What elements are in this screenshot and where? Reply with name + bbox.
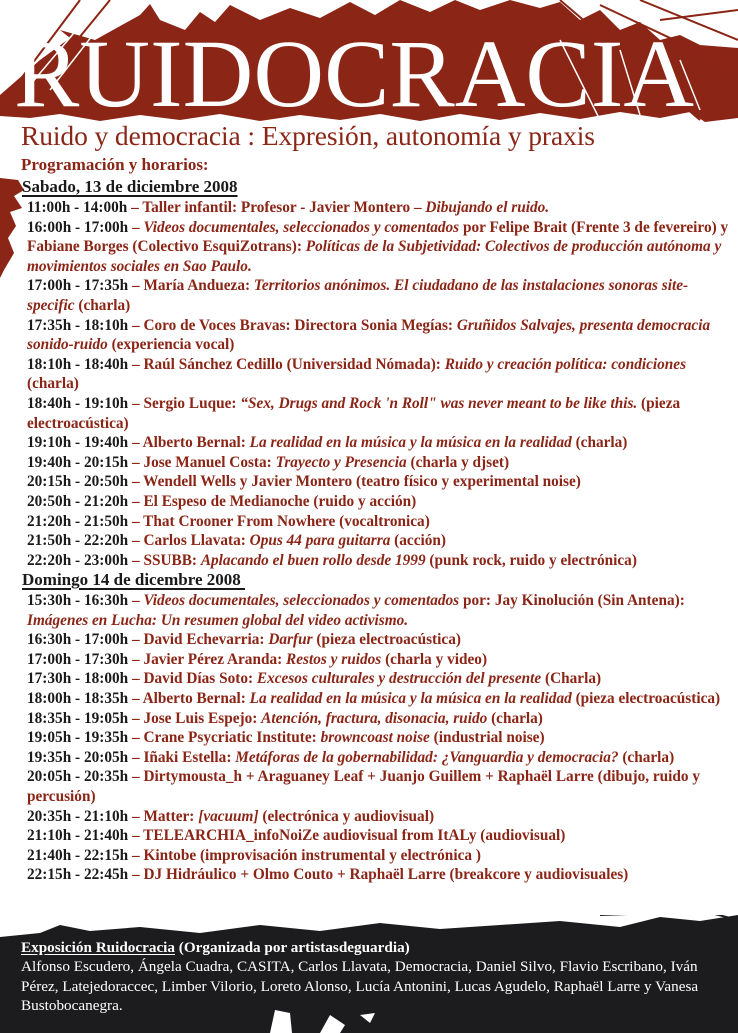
event-description: (pieza electroacústica): [312, 631, 461, 649]
schedule-section-label: Programación y horarios:: [21, 155, 209, 174]
event-description: – Alberto Bernal:: [128, 434, 250, 452]
event-time: 19:10h - 19:40h: [27, 434, 129, 452]
event-work-title: Aplacando el buen rollo desde 1999: [200, 551, 426, 569]
schedule-event: [27, 865, 732, 885]
event-time: 20:50h - 21:20h: [27, 492, 129, 510]
event-work-title: Ruido y creación política: condiciones: [444, 355, 687, 373]
event-description: – Javier Pérez Aranda:: [128, 650, 287, 668]
event-description: – María Andueza:: [128, 277, 254, 295]
schedule-event: [27, 472, 732, 492]
event-description: (charla y video): [381, 650, 488, 668]
event-description: – El Espeso de Medianoche (ruido y acción): [128, 492, 417, 510]
event-description: – Alberto Bernal:: [128, 689, 250, 707]
schedule-event: [27, 630, 732, 650]
event-description: (Charla): [541, 670, 602, 688]
event-description: – Kintobe (improvisación instrumental y electrónica ): [128, 846, 481, 864]
event-time: 21:10h - 21:40h: [27, 827, 129, 845]
event-description: por: Jay Kinolución (Sin Antena):: [459, 592, 685, 609]
event-work-title: La realidad en la música y la música en la realidad: [249, 434, 572, 452]
event-time: 17:30h - 18:00h: [27, 670, 129, 688]
event-time: 20:35h - 21:10h: [27, 807, 129, 825]
event-description: (experiencia vocal): [107, 336, 235, 354]
event-description: (punk rock, ruido y electrónica): [425, 551, 637, 569]
schedule-event: [27, 394, 732, 433]
event-time: 20:05h - 20:35h: [27, 768, 129, 786]
exhibition-title: Exposición Ruidocracia: [21, 939, 175, 956]
schedule-event: [27, 650, 732, 670]
schedule-event: [27, 591, 732, 630]
event-time: 22:15h - 22:45h: [27, 866, 129, 884]
event-work-title: Darfur: [268, 631, 313, 649]
event-time: 15:30h - 16:30h: [27, 592, 129, 609]
organizer-prefix: (Organizada por: [175, 939, 291, 956]
schedule-event: [27, 709, 732, 729]
event-description: –: [128, 218, 144, 236]
event-work-title: [vacuum]: [198, 807, 259, 825]
poster-title: RUIDOCRACIA: [14, 20, 695, 127]
schedule-event: [27, 531, 732, 551]
schedule-event: [27, 512, 732, 532]
event-description: –: [128, 592, 144, 609]
event-work-title: Gruñidos Salvajes, presenta democracia sonido-ruido: [27, 316, 711, 354]
event-work-title: Trayecto y Presencia: [275, 453, 407, 471]
event-work-title: Restos y ruidos: [286, 650, 382, 668]
event-description: (pieza electroacústica): [571, 689, 721, 707]
schedule-saturday: [27, 198, 732, 570]
event-time: 19:35h - 20:05h: [27, 748, 129, 766]
event-description: – Iñaki Estella:: [128, 748, 236, 766]
event-work-title: La realidad en la música y la música en la realidad: [249, 689, 572, 707]
event-time: 18:35h - 19:05h: [27, 709, 129, 727]
event-time: 18:40h - 19:10h: [27, 394, 129, 412]
event-description: – Jose Manuel Costa:: [128, 453, 276, 471]
schedule-event: [27, 218, 732, 277]
event-description: – TELEARCHIA_infoNoiZe audiovisual from ItALy (audiovisual): [128, 827, 566, 845]
event-description: (charla): [487, 709, 543, 727]
event-time: 17:00h - 17:30h: [27, 650, 129, 668]
event-time: 20:15h - 20:50h: [27, 473, 129, 491]
event-time: 16:00h - 17:00h: [27, 218, 129, 236]
schedule-event: [27, 826, 732, 846]
event-time: 19:05h - 19:35h: [27, 729, 129, 747]
event-description: – Wendell Wells y Javier Montero (teatro físico y experimental noise): [128, 473, 581, 491]
event-time: 17:35h - 18:10h: [27, 316, 129, 334]
schedule-event: [27, 748, 732, 768]
event-time: 18:00h - 18:35h: [27, 689, 129, 707]
schedule-event: [27, 198, 732, 218]
event-time: 22:20h - 23:00h: [27, 551, 129, 569]
event-work-title: Dibujando el ruido.: [425, 199, 550, 216]
schedule-event: [27, 355, 732, 394]
event-description: (charla): [618, 748, 675, 766]
event-description: – Coro de Voces Bravas: Directora Sonia Megías:: [128, 316, 457, 334]
event-description: – Matter:: [128, 807, 199, 825]
schedule-event: [27, 433, 732, 453]
schedule-event: [27, 492, 732, 512]
day-heading-saturday: Sabado, 13 de diciembre 2008: [22, 177, 238, 196]
event-description: (acción): [390, 532, 447, 550]
poster-subtitle: Ruido y democracia : Expresión, autonomía y praxis: [21, 120, 595, 151]
event-description: – Crane Psycriatic Institute:: [128, 729, 321, 747]
exhibition-section: [21, 938, 731, 1016]
event-description: por Felipe Brait (Frente 3 de fevereiro) y Fabiane Borges (Colectivo EsquiZotrans):: [27, 218, 729, 256]
event-work-title: Atención, fractura, disonacia, ruido: [261, 709, 488, 727]
event-description: – David Echevarria:: [128, 631, 269, 649]
organizer-suffix: ): [404, 939, 410, 956]
event-description: (electrónica y audiovisual): [258, 807, 435, 825]
event-work-title: Imágenes en Lucha: Un resumen global del video activismo.: [27, 611, 409, 629]
event-description: – Dirtymousta_h + Araguaney Leaf + Juanjo Guillem + Raphaël Larre (dibujo, ruido y percusión): [27, 768, 701, 805]
event-work-title: Opus 44 para guitarra: [249, 532, 391, 550]
event-description: – Jose Luis Espejo:: [128, 709, 262, 727]
exhibition-heading: [21, 938, 731, 957]
event-time: 21:50h - 22:20h: [27, 532, 129, 550]
event-description: – Sergio Luque:: [128, 394, 241, 412]
event-description: (industrial noise): [429, 729, 545, 747]
event-description: (pieza electroacústica): [27, 394, 681, 432]
schedule-event: [27, 689, 732, 709]
event-work-title: browncoast noise: [320, 729, 430, 747]
event-description: – SSUBB:: [128, 551, 201, 569]
event-time: 21:20h - 21:50h: [27, 512, 129, 530]
schedule-event: [27, 551, 732, 571]
event-work-title: Metáforas de la gobernabilidad: ¿Vanguardia y democracia?: [235, 748, 619, 766]
schedule-sunday: [27, 591, 732, 885]
event-time: 17:00h - 17:35h: [27, 277, 129, 295]
event-description: – David Días Soto:: [128, 670, 257, 688]
schedule-event: [27, 316, 732, 355]
event-description: (charla y djset): [406, 453, 510, 471]
event-description: (charla): [74, 296, 131, 314]
schedule-event: [27, 846, 732, 866]
event-description: – Carlos Llavata:: [128, 532, 250, 550]
schedule-event: [27, 807, 732, 827]
event-work-title: Videos documentales, seleccionados y comentados: [143, 592, 460, 609]
organizer-name: artistasdeguardia: [290, 939, 405, 956]
event-description: (charla): [27, 375, 79, 393]
schedule-event: [27, 453, 732, 473]
event-time: 16:30h - 17:00h: [27, 631, 129, 649]
event-work-title: Territorios anónimos. El ciudadano de las instalaciones sonoras site-specific: [27, 277, 689, 314]
schedule-event: [27, 767, 732, 806]
event-description: – Raúl Sánchez Cedillo (Universidad Nómada):: [128, 355, 445, 373]
event-description: – DJ Hidráulico + Olmo Couto + Raphaël Larre (breakcore y audiovisuales): [128, 866, 629, 884]
exhibition-artists: Alfonso Escudero, Ángela Cuadra, CASITA, Carlos Llavata, Democracia, Daniel Silvo, Flavio Escribano, Iván Pérez, Latejedoraccec, Limber Vilorio, Loreto Alonso, Lucía Antonini, Lucas Agudelo, Raphaël Larre y Vanesa Bustobocanegra.: [21, 958, 699, 1015]
event-work-title: “Sex, Drugs and Rock 'n Roll" was never meant to be like this.: [240, 394, 638, 412]
event-time: 21:40h - 22:15h: [27, 846, 129, 864]
event-work-title: Excesos culturales y destrucción del presente: [256, 670, 542, 688]
event-time: 18:10h - 18:40h: [27, 355, 129, 373]
schedule-event: [27, 276, 732, 315]
event-time: 19:40h - 20:15h: [27, 453, 129, 471]
schedule-event: [27, 669, 732, 689]
event-work-title: Políticas de la Subjetividad: Colectivos de producción autónoma y movimientos sociales en Sao Paulo.: [27, 238, 722, 275]
event-time: 11:00h - 14:00h: [27, 199, 128, 216]
day-heading-sunday: Domingo 14 de dicembre 2008: [22, 570, 246, 589]
schedule-event: [27, 728, 732, 748]
event-description: (charla): [571, 434, 628, 452]
event-description: – That Crooner From Nowhere (vocaltronica): [128, 512, 430, 530]
event-description: – Taller infantil: Profesor - Javier Montero –: [127, 199, 426, 216]
event-work-title: Videos documentales, seleccionados y comentados: [143, 218, 460, 236]
